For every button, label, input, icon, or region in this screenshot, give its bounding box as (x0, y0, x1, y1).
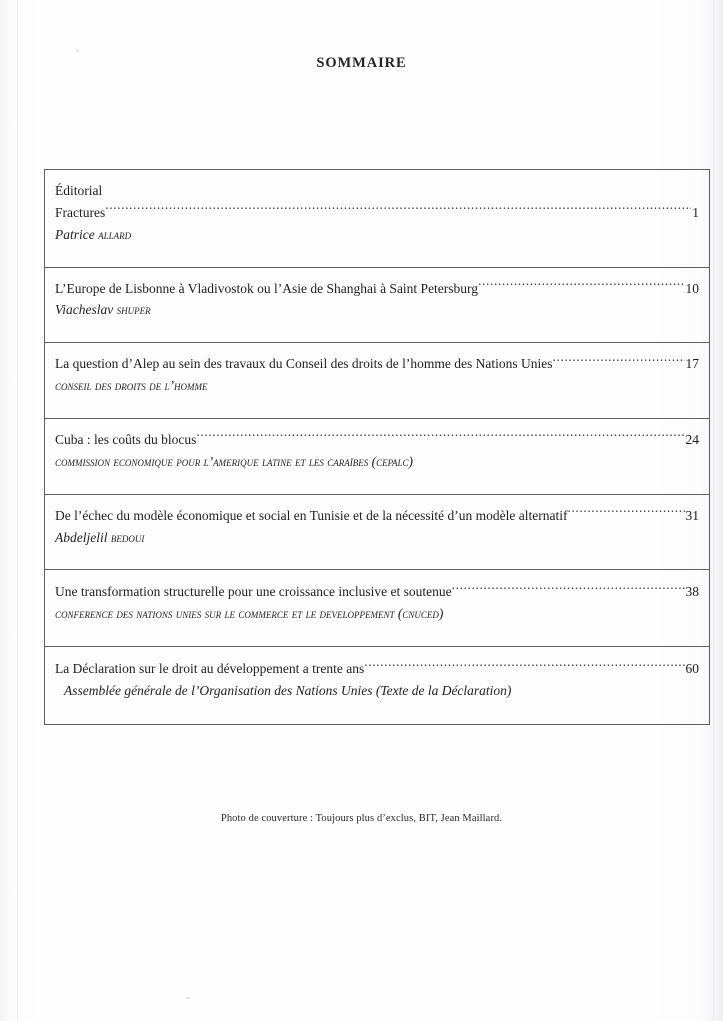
byline-given-name: Abdeljelil (55, 529, 111, 545)
toc-entry-title: Une transformation structurelle pour une croissance inclusive et soutenue (55, 584, 452, 600)
byline-given-name: Viacheslav (55, 302, 117, 318)
toc-entry-line (55, 429, 699, 451)
leader-dots (478, 279, 684, 293)
toc-entry-title: La question d’Alep au sein des travaux du Conseil des droits de l’homme des Nations Unies (55, 356, 553, 372)
byline-surname: allard (98, 226, 132, 242)
leader-dots (553, 355, 685, 369)
toc-entry-byline (55, 527, 699, 549)
toc-entry-page: 38 (685, 584, 699, 600)
byline-surname: shuper (116, 302, 151, 318)
toc-entry[interactable] (45, 419, 709, 495)
toc-entry-title: La Déclaration sur le droit au développement a trente ans (55, 661, 365, 677)
byline-surname: bedoui (110, 529, 145, 545)
leader-dots (196, 431, 684, 445)
toc-entry-line (55, 505, 699, 527)
toc-entry-byline: Assemblée générale de l’Organisation des Nations Unies (Texte de la Déclaration) (64, 683, 512, 699)
scan-artifact (186, 997, 190, 999)
toc-entry-title: L’Europe de Lisbonne à Vladivostok ou l’Asie de Shanghai à Saint Petersburg (55, 280, 479, 296)
toc-entry-line (55, 658, 699, 680)
toc-entry-page: 24 (685, 432, 699, 448)
toc-entry[interactable] (45, 570, 709, 647)
toc-entry-page: 31 (685, 507, 699, 523)
toc-entry[interactable] (45, 268, 709, 344)
toc-entry-kicker: Éditorial (55, 183, 103, 198)
toc-entry-title: De l’échec du modèle économique et social en Tunisie et de la nécessité d’un modèle alternatif (55, 507, 568, 523)
toc-entry[interactable] (45, 647, 709, 724)
leader-dots (364, 660, 684, 674)
scan-artifact (76, 49, 79, 52)
table-of-contents (44, 169, 710, 725)
toc-entry-byline: conference des nations unies sur le commerce et le developpement (cnuced) (55, 606, 444, 622)
toc-entry-line (55, 278, 699, 300)
scan-right-edge (713, 0, 714, 1021)
cover-photo-credit: Photo de couverture : Toujours plus d’exclus, BIT, Jean Maillard. (220, 813, 503, 824)
toc-entry-line (55, 353, 699, 375)
toc-entry-byline: conseil des droits de l’homme (55, 378, 208, 394)
toc-entry-byline: commission economique pour l’amerique latine et les caraïbes (cepalc) (55, 453, 413, 469)
toc-entry[interactable] (45, 495, 709, 571)
toc-entry-byline (55, 299, 699, 321)
toc-entry-byline (55, 224, 699, 246)
leader-dots (567, 506, 684, 520)
toc-entry-page: 1 (692, 204, 699, 220)
scan-left-edge (17, 0, 18, 1021)
toc-entry[interactable] (45, 343, 709, 419)
toc-entry-page: 10 (685, 280, 699, 296)
toc-entry-title: Cuba : les coûts du blocus (55, 432, 197, 448)
page-title: SOMMAIRE (316, 55, 407, 71)
byline-given-name: Patrice (55, 226, 99, 242)
toc-entry-page: 60 (685, 661, 699, 677)
toc-entry-line (55, 581, 699, 603)
toc-entry-title: Fractures (55, 204, 106, 220)
toc-entry-page: 17 (685, 356, 699, 372)
toc-entry[interactable] (45, 170, 709, 268)
leader-dots (105, 203, 691, 217)
leader-dots (452, 583, 685, 597)
toc-entry-line (55, 202, 699, 224)
